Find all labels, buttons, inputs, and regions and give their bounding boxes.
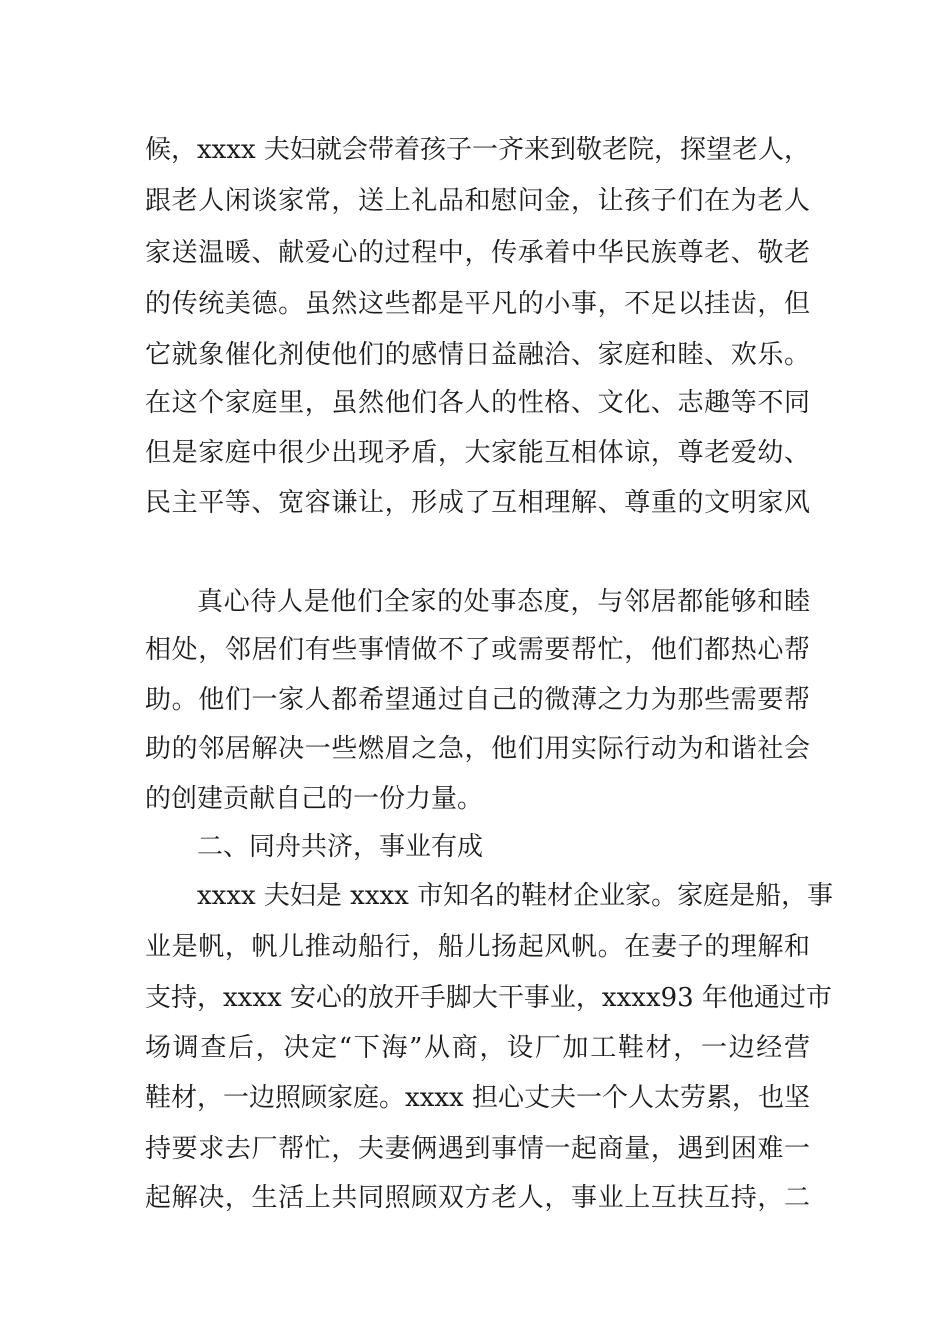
body-text-line: 业是帆，帆儿推动船行，船儿扬起风帆。在妻子的理解和 [145, 932, 810, 962]
body-text-line: 的传统美德。虽然这些都是平凡的小事，不足以挂齿，但 [145, 289, 810, 319]
body-text-line: 民主平等、宽容谦让，形成了互相理解、尊重的文明家风 [145, 488, 810, 518]
body-text-line: 助。他们一家人都希望通过自己的微薄之力为那些需要帮 [145, 685, 810, 715]
body-text-line: 鞋材，一边照顾家庭。xxxx 担心丈夫一个人太劳累，也坚 [145, 1083, 810, 1113]
paragraph-first-line: xxxx 夫妇是 xxxx 市知名的鞋材企业家。家庭是船，事 [197, 881, 834, 911]
body-text-line: 助的邻居解决一些燃眉之急，他们用实际行动为和谐社会 [145, 734, 810, 764]
body-text-line: 支持，xxxx 安心的放开手脚大干事业，xxxx93 年他通过市 [145, 983, 832, 1013]
body-text-line: 持要求去厂帮忙，夫妻俩遇到事情一起商量，遇到困难一 [145, 1134, 810, 1164]
paragraph-first-line: 真心待人是他们全家的处事态度，与邻居都能够和睦 [197, 587, 810, 617]
body-text-line: 候，xxxx 夫妇就会带着孩子一齐来到敬老院，探望老人， [145, 135, 810, 165]
body-text-line: 起解决，生活上共同照顾双方老人，事业上互扶互持，二 [145, 1183, 810, 1213]
body-text-line: 场调查后，决定“下海”从商，设厂加工鞋材，一边经营 [145, 1033, 810, 1063]
body-text-line: 的创建贡献自己的一份力量。 [145, 784, 484, 814]
body-text-line: 它就象催化剂使他们的感情日益融洽、家庭和睦、欢乐。 [145, 340, 810, 370]
body-text-line: 跟老人闲谈家常，送上礼品和慰问金，让孩子们在为老人 [145, 186, 810, 216]
body-text-line: 但是家庭中很少出现矛盾，大家能互相体谅，尊老爱幼、 [145, 438, 810, 468]
body-text-line: 在这个家庭里，虽然他们各人的性格、文化、志趣等不同 [145, 388, 810, 418]
section-heading: 二、同舟共济，事业有成 [197, 832, 484, 862]
body-text-line: 家送温暖、献爱心的过程中，传承着中华民族尊老、敬老 [145, 238, 810, 268]
body-text-line: 相处，邻居们有些事情做不了或需要帮忙，他们都热心帮 [145, 635, 810, 665]
